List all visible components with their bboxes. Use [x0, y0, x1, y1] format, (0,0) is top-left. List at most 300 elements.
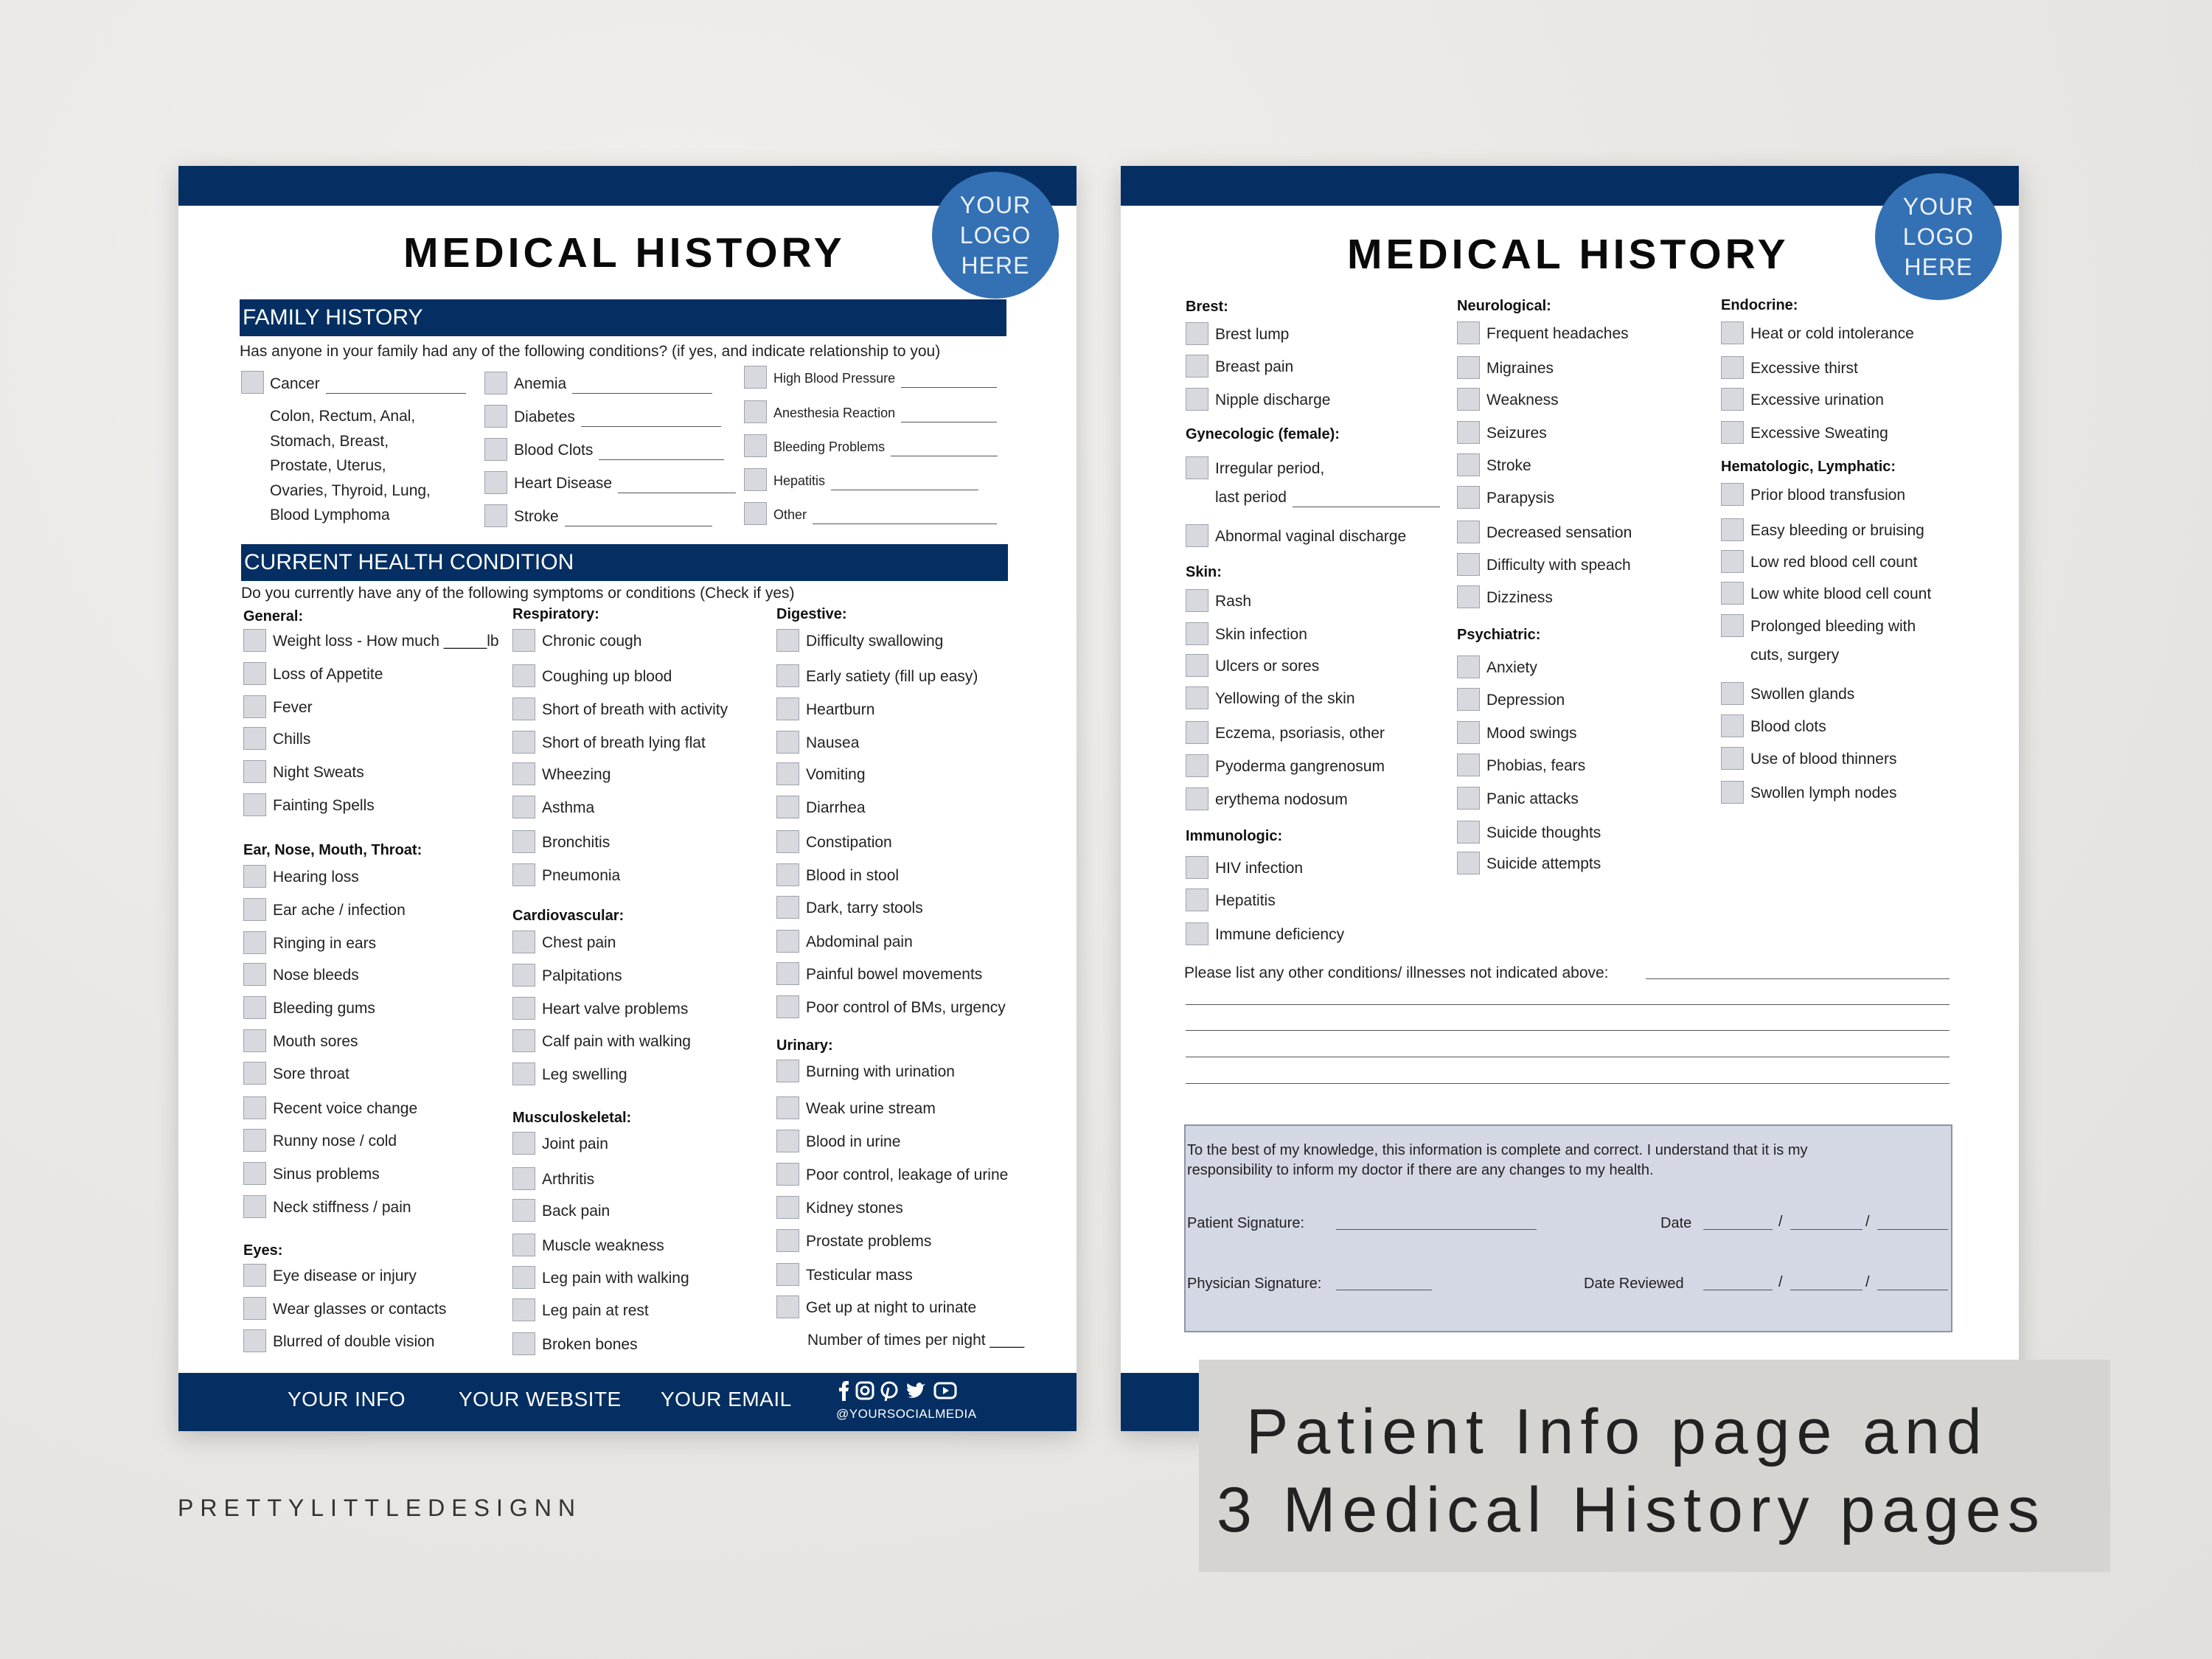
checkbox[interactable]: [243, 898, 266, 921]
checkbox[interactable]: [1457, 852, 1480, 874]
label: Skin infection: [1215, 626, 1307, 643]
logo-line: YOUR: [1902, 192, 1975, 220]
label: Kidney stones: [806, 1200, 903, 1217]
checkbox[interactable]: [1457, 521, 1480, 543]
checkbox[interactable]: [512, 1062, 535, 1085]
checkbox[interactable]: [1186, 721, 1208, 744]
label: Recent voice change: [273, 1100, 418, 1117]
date-slash: /: [1778, 1214, 1783, 1230]
family-condition: [773, 403, 997, 422]
symptom-item: [1215, 925, 1344, 945]
label: Runny nose / cold: [273, 1133, 397, 1150]
symptom-item: [273, 1267, 417, 1286]
date-field[interactable]: [1703, 1229, 1773, 1230]
label: Hepatitis: [1215, 892, 1276, 909]
current-health-header: CURRENT HEALTH CONDITION: [241, 544, 1008, 581]
label: Hepatitis: [773, 473, 826, 488]
checkbox[interactable]: [243, 1162, 266, 1185]
checkbox[interactable]: [243, 1264, 266, 1287]
symptom-item: [273, 934, 376, 953]
label: Difficulty swallowing: [806, 633, 944, 650]
label: Leg pain with walking: [542, 1270, 689, 1287]
checkbox[interactable]: [243, 727, 266, 750]
symptom-item: [273, 665, 383, 684]
logo-line: HERE: [961, 251, 1030, 279]
answer-line[interactable]: [1186, 1004, 1950, 1005]
checkbox[interactable]: [1186, 388, 1208, 411]
label: Abdominal pain: [806, 933, 913, 950]
checkbox[interactable]: [1186, 754, 1208, 777]
checkbox[interactable]: [776, 830, 799, 853]
label: Heart Disease: [514, 475, 613, 492]
footer-email: YOUR EMAIL: [661, 1388, 792, 1411]
checkbox[interactable]: [776, 1060, 799, 1082]
checkbox[interactable]: [1457, 721, 1480, 744]
checkbox[interactable]: [1457, 754, 1480, 776]
label: Prior blood transfusion: [1750, 487, 1906, 504]
checkbox[interactable]: [776, 629, 799, 652]
label: Mouth sores: [273, 1033, 358, 1050]
checkbox[interactable]: [243, 1029, 266, 1052]
checkbox[interactable]: [1721, 388, 1744, 411]
label: Fever: [273, 699, 313, 716]
label: Parapysis: [1486, 490, 1555, 507]
symptom-item: [806, 1133, 900, 1152]
label: Weakness: [1486, 392, 1559, 408]
label: HIV infection: [1215, 860, 1304, 877]
section-heading: Immunologic:: [1186, 828, 1283, 844]
label: Prostate, Uterus,: [270, 457, 386, 474]
checkbox[interactable]: [1721, 421, 1744, 444]
checkbox[interactable]: [512, 1332, 535, 1355]
checkbox[interactable]: [243, 760, 266, 783]
logo-line: HERE: [1904, 253, 1973, 280]
symptom-item: [542, 866, 620, 886]
label: Anxiety: [1486, 659, 1537, 676]
checkbox[interactable]: [243, 1329, 266, 1352]
symptom-item: [806, 1266, 913, 1285]
label: Yellowing of the skin: [1215, 690, 1355, 707]
symptom-item: [1486, 824, 1601, 843]
label: Ringing in ears: [273, 935, 377, 952]
family-history-header: FAMILY HISTORY: [240, 299, 1006, 336]
checkbox[interactable]: [1186, 654, 1208, 677]
symptom-item: [542, 1135, 608, 1154]
symptom-item: [1215, 459, 1324, 479]
checkbox[interactable]: [512, 931, 535, 953]
checkbox[interactable]: [1721, 682, 1744, 705]
symptom-item: [1215, 790, 1348, 810]
symptom-item: [1750, 750, 1896, 769]
blank-line: [581, 412, 721, 427]
brand-name: PRETTYLITTLEDESIGNN: [178, 1495, 582, 1521]
checkbox[interactable]: [243, 629, 266, 652]
section-heading: General:: [243, 608, 304, 625]
patient-signature-line[interactable]: [1336, 1229, 1537, 1230]
urinary-note: [807, 1331, 1024, 1350]
label: High Blood Pressure: [773, 371, 896, 386]
checkbox[interactable]: [512, 629, 535, 652]
section-heading: Psychiatric:: [1457, 627, 1541, 643]
checkbox[interactable]: [744, 468, 767, 491]
checkbox[interactable]: [1721, 614, 1744, 637]
label: Weight loss - How much _____lb: [273, 633, 499, 650]
checkbox[interactable]: [1457, 388, 1480, 411]
checkbox[interactable]: [1457, 585, 1480, 608]
label: Suicide thoughts: [1486, 824, 1601, 841]
label: Excessive urination: [1750, 392, 1884, 408]
checkbox[interactable]: [243, 695, 266, 718]
checkbox[interactable]: [1186, 622, 1208, 645]
cancer-type-line: [270, 481, 431, 501]
symptom-item: [273, 698, 313, 717]
label: Ovaries, Thyroid, Lung,: [270, 481, 431, 499]
blank-line: [565, 512, 712, 526]
symptom-item: [806, 1199, 903, 1218]
checkbox[interactable]: [1721, 518, 1744, 541]
symptom-item: [1486, 658, 1537, 678]
checkbox[interactable]: [1186, 456, 1208, 479]
checkbox[interactable]: [241, 371, 264, 394]
checkbox[interactable]: [776, 1163, 799, 1186]
logo-line: YOUR: [959, 191, 1032, 218]
label: Swollen glands: [1750, 686, 1855, 703]
checkbox[interactable]: [1721, 582, 1744, 605]
label: Broken bones: [542, 1336, 638, 1353]
pinterest-icon: [882, 1382, 897, 1401]
checkbox[interactable]: [243, 1297, 266, 1320]
checkbox[interactable]: [512, 964, 535, 987]
checkbox[interactable]: [512, 863, 535, 886]
label: Hearing loss: [273, 869, 359, 886]
symptom-item: [806, 667, 978, 686]
label: Arthritis: [542, 1171, 595, 1188]
checkbox[interactable]: [243, 1096, 266, 1119]
page-two: [1121, 166, 2019, 1431]
checkbox[interactable]: [1457, 553, 1480, 576]
checkbox[interactable]: [1186, 787, 1208, 810]
checkbox[interactable]: [243, 793, 266, 816]
section-heading: Respiratory:: [512, 606, 599, 622]
symptom-item: [273, 999, 375, 1018]
symptom-item: [542, 967, 622, 986]
section-heading: Gynecologic (female):: [1186, 426, 1340, 442]
label: Diarrhea: [806, 799, 866, 816]
symptom-item: [1486, 489, 1554, 508]
blank-line: [891, 442, 998, 456]
checkbox[interactable]: [243, 1195, 266, 1218]
checkbox[interactable]: [1457, 821, 1480, 844]
label: Mood swings: [1486, 725, 1577, 742]
checkbox[interactable]: [1457, 421, 1480, 444]
symptom-item: [542, 1202, 610, 1221]
checkbox[interactable]: [1457, 321, 1480, 344]
label: Muscle weakness: [542, 1237, 664, 1254]
label: Use of blood thinners: [1750, 751, 1897, 768]
checkbox[interactable]: [512, 1029, 535, 1052]
answer-line[interactable]: [1186, 1083, 1950, 1084]
checkbox[interactable]: [776, 731, 799, 754]
checkbox[interactable]: [512, 1132, 535, 1155]
symptom-item: [273, 1032, 358, 1051]
label: Eye disease or injury: [273, 1267, 417, 1284]
logo-placeholder: [1875, 173, 2002, 300]
caption-panel: [1199, 1360, 2110, 1572]
section-heading: Ear, Nose, Mouth, Throat:: [243, 842, 422, 858]
label: Chest pain: [542, 934, 616, 951]
physician-signature-label: Physician Signature:: [1187, 1276, 1322, 1292]
checkbox[interactable]: [1186, 589, 1208, 612]
label: Wheezing: [542, 766, 611, 783]
checkbox[interactable]: [776, 863, 799, 886]
symptom-item: [1215, 625, 1307, 644]
checkbox[interactable]: [744, 434, 767, 457]
symptom-item: [273, 868, 359, 887]
date-field[interactable]: [1877, 1229, 1948, 1230]
label: last period: [1215, 489, 1287, 506]
label: Diabetes: [514, 408, 575, 425]
symptom-item: [1486, 324, 1629, 344]
checkbox[interactable]: [243, 1129, 266, 1152]
checkbox[interactable]: [1721, 483, 1744, 506]
logo-placeholder: [932, 172, 1059, 299]
checkbox[interactable]: [512, 1266, 535, 1289]
symptom-item: [542, 833, 610, 852]
checkbox[interactable]: [243, 662, 266, 685]
label: Pneumonia: [542, 867, 621, 884]
symptom-item: [1750, 424, 1888, 443]
checkbox[interactable]: [512, 762, 535, 785]
checkbox[interactable]: [1457, 453, 1480, 476]
label: Back pain: [542, 1203, 611, 1220]
checkbox[interactable]: [1186, 922, 1208, 945]
symptom-item: [806, 799, 866, 818]
symptom-item: [1215, 488, 1440, 507]
label: Night Sweats: [273, 764, 364, 781]
symptom-item: [542, 1301, 649, 1321]
checkbox[interactable]: [776, 930, 799, 953]
label: Brest lump: [1215, 326, 1290, 343]
symptom-item: [542, 700, 728, 720]
label: Weak urine stream: [806, 1100, 936, 1117]
footer-website: YOUR WEBSITE: [459, 1388, 622, 1411]
label: Sinus problems: [273, 1166, 380, 1183]
checkbox[interactable]: [1721, 747, 1744, 770]
label: Immune deficiency: [1215, 926, 1345, 943]
checkbox[interactable]: [1457, 688, 1480, 711]
checkbox[interactable]: [1721, 781, 1744, 804]
blank-line: [618, 479, 736, 493]
statement-line: To the best of my knowledge, this information is complete and correct. I understand that it is my: [1187, 1142, 1808, 1158]
checkbox[interactable]: [512, 997, 535, 1020]
label: Constipation: [806, 834, 892, 851]
checkbox[interactable]: [776, 1295, 799, 1318]
answer-line[interactable]: [1646, 978, 1950, 979]
symptom-item: [273, 1332, 434, 1352]
label: Poor control of BMs, urgency: [806, 999, 1006, 1016]
checkbox[interactable]: [484, 405, 507, 428]
label: Seizures: [1486, 425, 1547, 442]
label: Vomiting: [806, 766, 866, 783]
checkbox[interactable]: [1721, 321, 1744, 344]
checkbox[interactable]: [776, 1130, 799, 1152]
symptom-item: [273, 1065, 349, 1084]
checkbox[interactable]: [484, 372, 507, 394]
checkbox[interactable]: [1186, 888, 1208, 911]
checkbox[interactable]: [776, 995, 799, 1018]
checkbox[interactable]: [776, 796, 799, 818]
checkbox[interactable]: [1186, 686, 1208, 709]
social-handle: @YOURSOCIALMEDIA: [836, 1407, 977, 1421]
label: Leg pain at rest: [542, 1302, 649, 1319]
blank-line: [901, 408, 997, 422]
checkbox[interactable]: [243, 865, 266, 888]
date-reviewed-label: Date Reviewed: [1584, 1276, 1684, 1292]
checkbox[interactable]: [776, 1263, 799, 1286]
label: Poor control, leakage of urine: [806, 1166, 1009, 1183]
symptom-item: [273, 966, 359, 985]
signature-box: [1184, 1124, 1952, 1332]
symptom-item: [542, 1335, 638, 1354]
label: Heartburn: [806, 701, 875, 718]
label: Other: [773, 507, 807, 522]
checkbox[interactable]: [744, 400, 767, 423]
date-slash: /: [1865, 1274, 1870, 1290]
checkbox[interactable]: [1721, 356, 1744, 379]
checkbox[interactable]: [1457, 486, 1480, 509]
answer-line[interactable]: [1186, 1030, 1950, 1031]
symptom-item: [1750, 646, 1839, 665]
label: cuts, surgery: [1750, 647, 1840, 664]
symptom-item: [542, 632, 641, 651]
checkbox[interactable]: [1721, 550, 1744, 573]
symptom-item: [542, 1170, 594, 1189]
page-one: [178, 166, 1077, 1431]
checkbox[interactable]: [243, 963, 266, 986]
symptom-item: [806, 965, 982, 984]
checkbox[interactable]: [1457, 655, 1480, 678]
label: Anesthesia Reaction: [773, 406, 896, 420]
checkbox[interactable]: [776, 962, 799, 985]
checkbox[interactable]: [776, 896, 799, 919]
symptom-item: [542, 1269, 689, 1288]
date-field[interactable]: [1790, 1229, 1863, 1230]
section-heading: Cardiovascular:: [512, 908, 625, 924]
checkbox[interactable]: [512, 1234, 535, 1256]
checkbox[interactable]: [512, 830, 535, 853]
label: Short of breath with activity: [542, 701, 728, 718]
label: Nausea: [806, 734, 860, 751]
symptom-item: [1750, 521, 1924, 540]
label: Number of times per night ____: [807, 1332, 1025, 1349]
date-slash: /: [1865, 1214, 1870, 1230]
checkbox[interactable]: [1186, 322, 1208, 345]
symptom-item: [806, 765, 866, 785]
symptom-item: [806, 1232, 931, 1251]
checkbox[interactable]: [243, 931, 266, 954]
checkbox[interactable]: [1186, 355, 1208, 378]
family-condition: [773, 437, 998, 456]
checkbox[interactable]: [512, 731, 535, 754]
symptom-item: [273, 1300, 446, 1319]
checkbox[interactable]: [776, 1229, 799, 1252]
checkbox[interactable]: [484, 471, 507, 494]
footer-info: YOUR INFO: [288, 1388, 406, 1411]
family-condition: [514, 441, 724, 460]
checkbox[interactable]: [243, 996, 266, 1019]
facebook-icon: [839, 1381, 849, 1401]
symptom-item: [542, 1000, 688, 1019]
symptom-item: [1486, 556, 1631, 575]
checkbox[interactable]: [512, 698, 535, 720]
symptom-item: [273, 1198, 411, 1217]
family-condition: [514, 408, 721, 427]
label: Bronchitis: [542, 834, 611, 851]
section-heading: Hematologic, Lymphatic:: [1721, 459, 1896, 475]
label: Anemia: [514, 375, 567, 392]
checkbox[interactable]: [776, 698, 799, 720]
symptom-item: [1486, 790, 1579, 809]
checkbox[interactable]: [1186, 524, 1208, 547]
checkbox[interactable]: [776, 1096, 799, 1119]
label: Fainting Spells: [273, 797, 375, 814]
label: Stroke: [514, 508, 559, 525]
symptom-item: [1486, 456, 1531, 476]
checkbox[interactable]: [776, 762, 799, 785]
label: Bleeding Problems: [773, 439, 886, 454]
symptom-item: [1215, 757, 1385, 776]
checkbox[interactable]: [1457, 787, 1480, 810]
checkbox[interactable]: [512, 664, 535, 687]
symptom-item: [1750, 324, 1914, 344]
label: Bleeding gums: [273, 1000, 375, 1017]
cancer-type-line: [270, 456, 386, 476]
checkbox[interactable]: [512, 1167, 535, 1190]
family-history-question: Has anyone in your family had any of the following conditions? (if yes, and indicate relationship to you): [240, 343, 941, 360]
checkbox[interactable]: [512, 1298, 535, 1321]
checkbox[interactable]: [512, 1199, 535, 1222]
checkbox[interactable]: [484, 504, 507, 527]
label: Nipple discharge: [1215, 392, 1331, 408]
section-heading: Brest:: [1186, 299, 1228, 315]
section-heading: Eyes:: [243, 1242, 283, 1259]
label: Calf pain with walking: [542, 1033, 691, 1050]
symptom-item: [273, 901, 406, 920]
checkbox[interactable]: [1457, 356, 1480, 379]
checkbox[interactable]: [776, 1196, 799, 1219]
checkbox[interactable]: [744, 502, 767, 525]
family-condition: [514, 375, 712, 394]
checkbox[interactable]: [1186, 856, 1208, 879]
symptom-item: [1486, 524, 1632, 543]
page-title: MEDICAL HISTORY: [403, 229, 846, 276]
checkbox[interactable]: [512, 796, 535, 818]
label: Ear ache / infection: [273, 902, 406, 919]
blank-line: [813, 509, 997, 524]
checkbox[interactable]: [484, 438, 507, 461]
label: Blurred of double vision: [273, 1333, 435, 1350]
label: Eczema, psoriasis, other: [1215, 725, 1385, 742]
section-heading: Neurological:: [1457, 298, 1551, 314]
cancer-type-line: [270, 407, 415, 426]
checkbox[interactable]: [243, 1062, 266, 1085]
label: Irregular period,: [1215, 460, 1325, 477]
checkbox[interactable]: [744, 366, 767, 389]
checkbox[interactable]: [776, 664, 799, 687]
label: Joint pain: [542, 1135, 608, 1152]
label: Early satiety (fill up easy): [806, 668, 978, 685]
checkbox[interactable]: [1721, 714, 1744, 737]
